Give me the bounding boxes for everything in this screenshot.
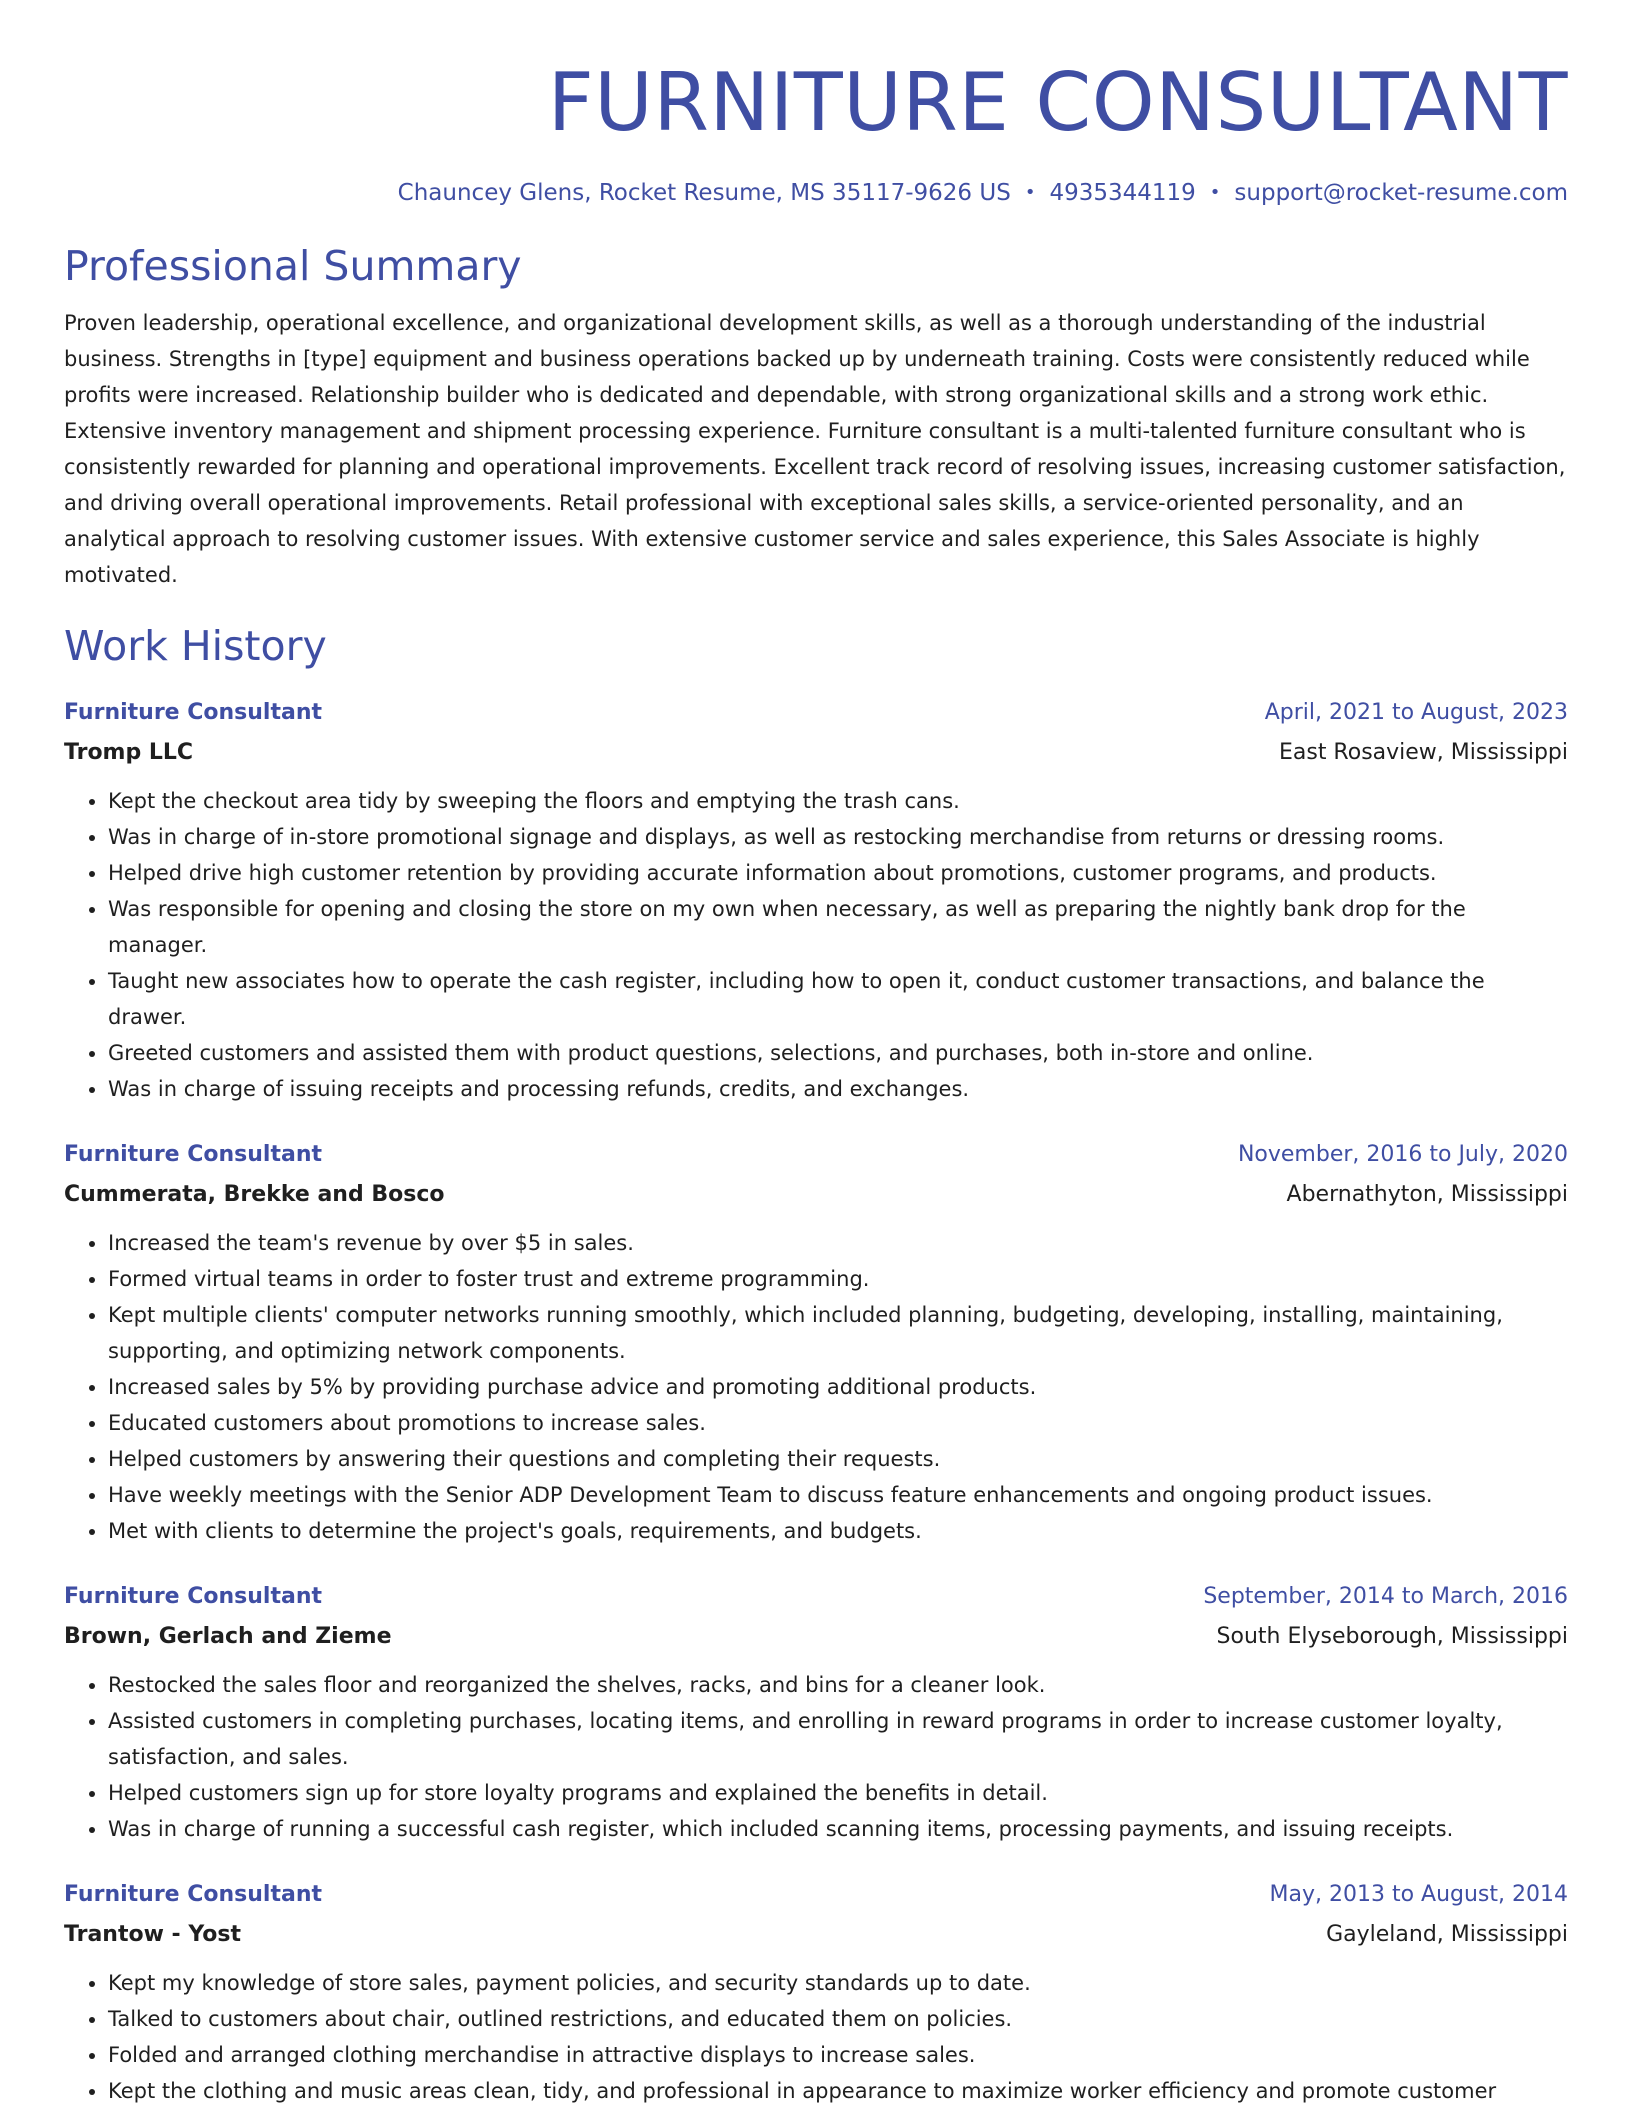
job-title: Furniture Consultant (64, 1882, 323, 1907)
job-bullet-item: • Helped drive high customer retention by providing accurate information about promotions, customer programs, and products. (108, 855, 1568, 891)
job-bullet-item: • Educated customers about promotions to increase sales. (108, 1405, 1568, 1441)
job-bullet-item: • Taught new associates how to operate the cash register, including how to open it, conduct customer transactions, and balance the drawer. (108, 963, 1568, 1035)
job-title-row (64, 1877, 1568, 1913)
job-bullet-item: • Helped customers by answering their questions and completing their requests. (108, 1441, 1568, 1477)
company-name: Tromp LLC (64, 740, 194, 765)
job-list (64, 695, 1568, 2109)
job-title-row (64, 695, 1568, 731)
job-company-row (64, 1173, 1568, 1213)
job-bullet-item: • Was in charge of in-store promotional signage and displays, as well as restocking merchandise from returns or dressing rooms. (108, 819, 1568, 855)
job-title-row (64, 1579, 1568, 1615)
job-bullet-item: • Was in charge of running a successful cash register, which included scanning items, processing payments, and issuing receipts. (108, 1811, 1568, 1847)
job-bullet-item: • Restocked the sales floor and reorganized the shelves, racks, and bins for a cleaner look. (108, 1667, 1568, 1703)
job-bullet-item: • Increased the team's revenue by over $5 in sales. (108, 1225, 1568, 1261)
job-bullet-item: • Was in charge of issuing receipts and processing refunds, credits, and exchanges. (108, 1071, 1568, 1107)
address: Chauncey Glens, Rocket Resume, MS 35117-9626 US (397, 180, 1011, 206)
job-entry (64, 1877, 1568, 2109)
company-name: Cummerata, Brekke and Bosco (64, 1182, 445, 1207)
job-bullet-item: • Greeted customers and assisted them with product questions, selections, and purchases, both in-store and online. (108, 1035, 1568, 1071)
job-title-row (64, 1137, 1568, 1173)
job-dates: September, 2014 to March, 2016 (1203, 1584, 1568, 1609)
job-location: South Elyseborough, Mississippi (1216, 1624, 1568, 1649)
job-location: Gayleland, Mississippi (1326, 1922, 1568, 1947)
email: support@rocket-resume.com (1234, 180, 1568, 206)
job-company-row (64, 1913, 1568, 1953)
job-bullet-item: • Formed virtual teams in order to foster trust and extreme programming. (108, 1261, 1568, 1297)
job-bullet-list (64, 1965, 1568, 2109)
job-bullet-list (64, 1225, 1568, 1549)
resume-header (64, 0, 1568, 210)
job-location: Abernathyton, Mississippi (1286, 1182, 1568, 1207)
job-entry (64, 1137, 1568, 1549)
job-bullet-list (64, 1667, 1568, 1847)
job-entry (64, 695, 1568, 1107)
separator-dot: • (1209, 182, 1221, 203)
job-location: East Rosaview, Mississippi (1278, 740, 1568, 765)
phone: 4935344119 (1049, 180, 1196, 206)
job-company-row (64, 731, 1568, 771)
resume-page (64, 0, 1568, 2109)
job-entry (64, 1579, 1568, 1847)
job-bullet-item: • Talked to customers about chair, outlined restrictions, and educated them on policies. (108, 2001, 1568, 2037)
job-bullet-item: • Kept the checkout area tidy by sweeping the floors and emptying the trash cans. (108, 783, 1568, 819)
job-title: Furniture Consultant (64, 1142, 323, 1167)
job-bullet-item: • Have weekly meetings with the Senior ADP Development Team to discuss feature enhancements and ongoing product issues. (108, 1477, 1568, 1513)
summary-text: Proven leadership, operational excellence, and organizational development skills, as well as a thorough understanding of the industrial business. Strengths in [type] equipment and business operations backed up by underneath training. Costs were consistently reduced while profits were increased. Relationship builder who is dedicated and dependable, with strong organizational skills and a strong work ethic. Extensive inventory management and shipment processing experience. Furniture consultant is a multi-talented furniture consultant who is consistently rewarded for planning and operational improvements. Excellent track record of resolving issues, increasing customer satisfaction, and driving overall operational improvements. Retail professional with exceptional sales skills, a service-oriented personality, and an analytical approach to resolving customer issues. With extensive customer service and sales experience, this Sales Associate is highly motivated. (64, 311, 1566, 587)
job-title: Furniture Consultant (64, 1584, 323, 1609)
job-bullet-item: • Met with clients to determine the project's goals, requirements, and budgets. (108, 1513, 1568, 1549)
job-bullet-item: • Kept my knowledge of store sales, payment policies, and security standards up to date. (108, 1965, 1568, 2001)
job-bullet-item: • Increased sales by 5% by providing purchase advice and promoting additional products. (108, 1369, 1568, 1405)
job-bullet-item: • Was responsible for opening and closing the store on my own when necessary, as well as preparing the nightly bank drop for the manager. (108, 891, 1568, 963)
separator-dot: • (1024, 182, 1036, 203)
company-name: Trantow - Yost (64, 1922, 241, 1947)
job-dates: April, 2021 to August, 2023 (1264, 700, 1568, 725)
contact-line (64, 178, 1568, 210)
job-bullet-list (64, 783, 1568, 1107)
job-bullet-item: • Assisted customers in completing purchases, locating items, and enrolling in reward programs in order to increase customer loyalty, satisfaction, and sales. (108, 1703, 1568, 1775)
section-title-work-history: Work History (64, 622, 327, 670)
job-title: Furniture Consultant (64, 700, 323, 725)
job-dates: November, 2016 to July, 2020 (1237, 1142, 1568, 1167)
job-bullet-item: • Kept multiple clients' computer networks running smoothly, which included planning, budgeting, developing, installing, maintaining, supporting, and optimizing network components. (108, 1297, 1568, 1369)
section-title-summary: Professional Summary (64, 242, 522, 290)
job-bullet-item: • Folded and arranged clothing merchandise in attractive displays to increase sales. (108, 2037, 1568, 2073)
job-bullet-item: • Helped customers sign up for store loyalty programs and explained the benefits in detail. (108, 1775, 1568, 1811)
job-dates: May, 2013 to August, 2014 (1269, 1882, 1568, 1907)
job-bullet-item: • Kept the clothing and music areas clean, tidy, and professional in appearance to maximize worker efficiency and promote customer (108, 2073, 1568, 2109)
candidate-name: FURNITURE CONSULTANT (547, 56, 1568, 149)
job-company-row (64, 1615, 1568, 1655)
company-name: Brown, Gerlach and Zieme (64, 1624, 392, 1649)
